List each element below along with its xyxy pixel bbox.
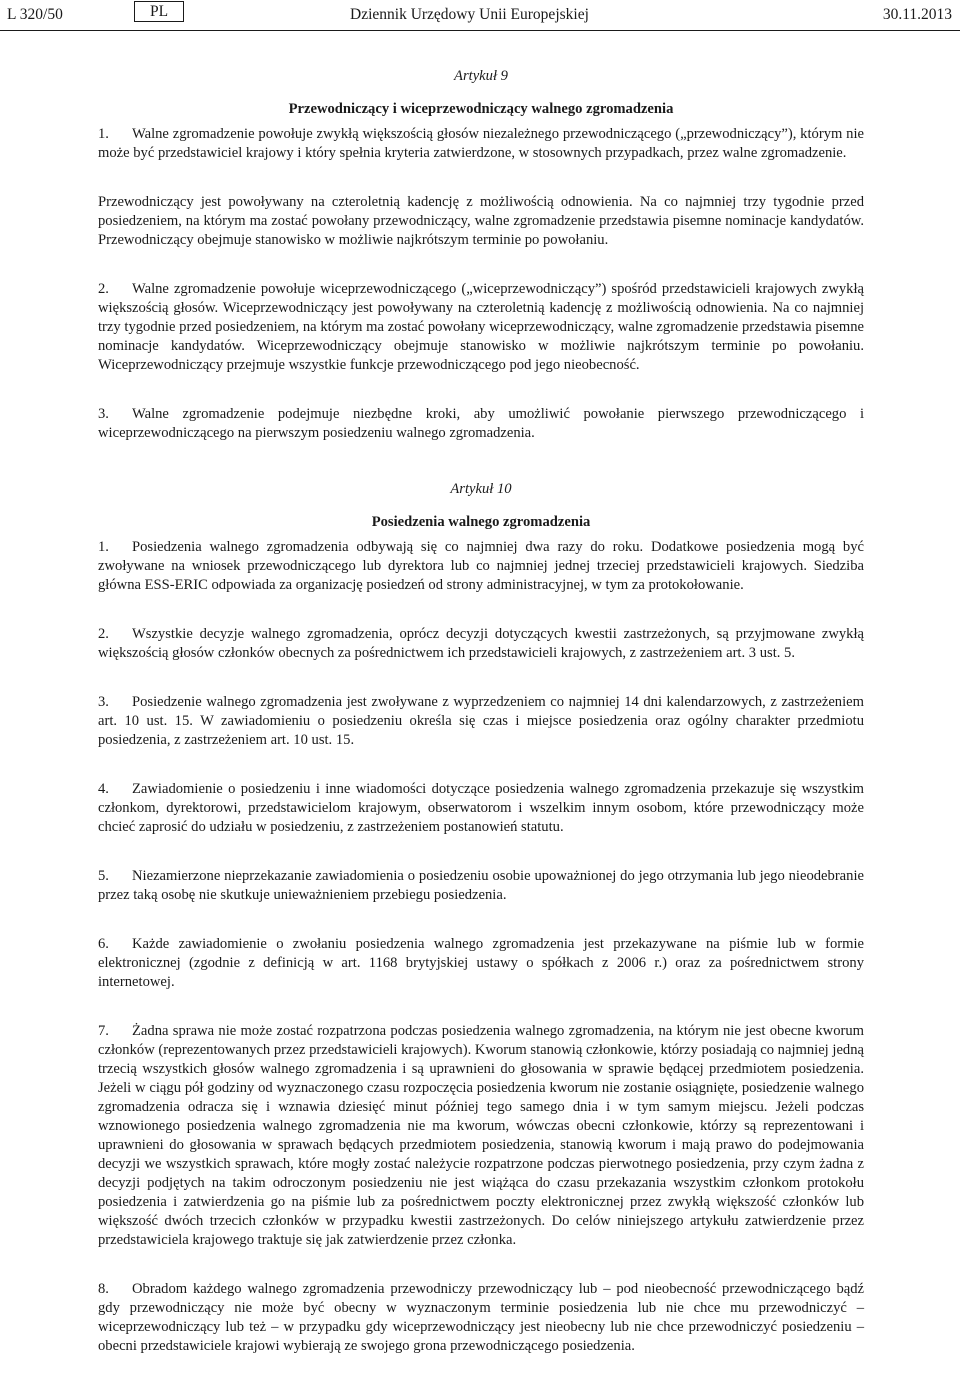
paragraph-text: Posiedzenie walnego zgromadzenia jest zwoływane z wyprzedzeniem co najmniej 14 dni kalendarzowych, z zastrzeżeniem art. 10 ust. 15. W zawiadomieniu o posiedzeniu określa się czas i miejsce posiedzenia oraz ogólny charakter przedmiotu posiedzenia, z zastrzeżeniem art. 10 ust. 15. — [98, 694, 864, 748]
journal-title: Dziennik Urzędowy Unii Europejskiej — [350, 6, 589, 23]
paragraph-number: 8. — [98, 1281, 109, 1297]
article-10-paragraph-7 — [98, 1022, 864, 1250]
paragraph-number: 5. — [98, 868, 109, 884]
article-10-paragraph-4 — [98, 780, 864, 837]
publication-date: 30.11.2013 — [882, 6, 952, 23]
paragraph-text: Niezamierzone nieprzekazanie zawiadomienia o posiedzeniu osobie upoważnionej do jego otrzymania lub jego nieodebranie przez taką osobę nie skutkuje unieważnieniem przebiegu posiedzenia. — [98, 868, 864, 903]
article-10-paragraph-6 — [98, 935, 864, 992]
language-code-box: PL — [134, 1, 184, 22]
paragraph-text: Wszystkie decyzje walnego zgromadzenia, oprócz decyzji dotyczących kwestii zastrzeżonych, są przyjmowane zwykłą większością głosów członków obecnych za pośrednictwem ich przedstawicieli krajowych, z zastrzeżeniem art. 3 ust. 5. — [98, 626, 864, 661]
article-10-paragraph-3 — [98, 693, 864, 750]
paragraph-text: Walne zgromadzenie podejmuje niezbędne kroki, aby umożliwić powołanie pierwszego przewodniczącego i wiceprzewodniczącego na pierwszym posiedzeniu walnego zgromadzenia. — [98, 406, 864, 441]
paragraph-text: Zawiadomienie o posiedzeniu i inne wiadomości dotyczące posiedzenia walnego zgromadzenia przekazuje się wszystkim członkom, dyrektorowi, przedstawicielom krajowym, obserwatorom i wszelkim innym osobom, które przewodniczący może chcieć zaprosić do udziału w posiedzeniu, z zastrzeżeniem postanowień statutu. — [98, 781, 864, 835]
paragraph-number: 1. — [98, 126, 109, 142]
article-9-paragraph-1 — [98, 125, 864, 163]
paragraph-number: 2. — [98, 281, 109, 297]
article-9-paragraph-2 — [98, 280, 864, 375]
paragraph-number: 7. — [98, 1023, 109, 1039]
paragraph-text: Walne zgromadzenie powołuje wiceprzewodniczącego („wiceprzewodniczący”) spośród przedstawicieli krajowych zwykłą większością głosów. Wiceprzewodniczący jest powoływany na czteroletnią kadencję z możliwością odnowienia. Na co najmniej trzy tygodnie przed posiedzeniem, na którym ma zostać powołany wiceprzewodniczący, walne zgromadzenie przedstawia pisemne nominacje kandydatów. Wiceprzewodniczący obejmuje stanowisko w możliwie najkrótszym terminie po powołaniu. Wiceprzewodniczący przejmuje wszystkie funkcje przewodniczącego pod jego nieobecność. — [98, 281, 864, 373]
running-header — [0, 0, 960, 34]
article-9-paragraph-3 — [98, 405, 864, 443]
paragraph-number: 3. — [98, 694, 109, 710]
paragraph-number: 6. — [98, 936, 109, 952]
page-reference: L 320/50 — [7, 6, 63, 23]
header-divider — [0, 30, 960, 31]
article-10-title: Posiedzenia walnego zgromadzenia — [371, 514, 591, 530]
paragraph-number: 4. — [98, 781, 109, 797]
paragraph-text: Posiedzenia walnego zgromadzenia odbywają się co najmniej dwa razy do roku. Dodatkowe posiedzenia mogą być zwoływane na wniosek przewodniczącego lub dyrektora lub co najmniej jednej trzeciej przedstawicieli krajowych. Siedziba główna ESS-ERIC odpowiada za organizację posiedzeń od strony administracyjnej, w tym za protokołowanie. — [98, 539, 864, 593]
paragraph-text: Każde zawiadomienie o zwołaniu posiedzenia walnego zgromadzenia jest przekazywane na piśmie lub w formie elektronicznej (zgodnie z definicją w art. 1168 brytyjskiej ustawy o spółkach z 2006 r.) oraz za pośrednictwem strony internetowej. — [98, 936, 864, 990]
paragraph-text: Obradom każdego walnego zgromadzenia przewodniczy przewodniczący lub – pod nieobecność przewodniczącego bądź gdy przewodniczący nie może być obecny w wyznaczonym terminie posiedzenia lub nie chce mu przewodniczyć – wiceprzewodniczący lub też – w przypadku gdy wiceprzewodniczący jest nieobecny lub nie chce przewodniczyć posiedzeniu – obecni przedstawiciele krajowi wybierają ze swojego grona przewodniczącego posiedzenia. — [98, 1281, 864, 1354]
paragraph-number: 1. — [98, 539, 109, 555]
article-10-paragraph-5 — [98, 867, 864, 905]
paragraph-number: 2. — [98, 626, 109, 642]
paragraph-text: Żadna sprawa nie może zostać rozpatrzona podczas posiedzenia walnego zgromadzenia, na którym nie jest obecne kworum członków (reprezentowanych przez przedstawicieli krajowych). Kworum stanowią członkowie, którzy posiadają co najmniej jedną trzecią wszystkich głosów walnego zgromadzenia i są uprawnieni do głosowania w sprawie będącej przedmiotem posiedzenia. Jeżeli w ciągu pół godziny od wyznaczonego czasu rozpoczęcia posiedzenia kworum nie zostanie osiągnięte, posiedzenie walnego zgromadzenia odracza się i wznawia dziesięć minut później tego samego dnia i w tym samym miejscu. Jeżeli podczas wznowionego posiedzenia walnego zgromadzenia nie ma kworum, wówczas obecni członkowie, którzy są reprezentowani i uprawnieni do głosowania w sprawach będących przedmiotem posiedzenia, stanowią kworum i mają prawo do podejmowania decyzji we wszystkich sprawach, które mogły zostać należycie rozpatrzone podczas pierwotnego posiedzenia, przy czym żadna z decyzji podjętych na takim odroczonym posiedzeniu nie jest wiążąca do czasu przekazania wszystkim członkom protokołu posiedzenia i zatwierdzenia go na piśmie lub za pośrednictwem poczty elektronicznej przez zwykłą większość członków lub większość dwóch trzecich członków w przypadku kwestii zastrzeżonych. Do celów niniejszego artykułu zatwierdzenie przez przedstawiciela krajowego traktuje się jak zatwierdzenie przez członka. — [98, 1023, 864, 1248]
article-9-title: Przewodniczący i wiceprzewodniczący walnego zgromadzenia — [288, 101, 674, 117]
article-10-label: Artykuł 10 — [450, 481, 512, 497]
article-10-paragraph-1 — [98, 538, 864, 595]
paragraph-number: 3. — [98, 406, 109, 422]
article-10-paragraph-2 — [98, 625, 864, 663]
article-9-label: Artykuł 9 — [454, 68, 508, 84]
article-10-paragraph-8 — [98, 1280, 864, 1356]
paragraph-text: Walne zgromadzenie powołuje zwykłą większością głosów niezależnego przewodniczącego („przewodniczący”), którym nie może być przedstawiciel krajowy i który spełnia kryteria zatwierdzone, w stosownych przypadkach, przez walne zgromadzenie. — [98, 126, 864, 161]
article-9-paragraph-1-continued: Przewodniczący jest powoływany na czteroletnią kadencję z możliwością odnowienia. Na co najmniej trzy tygodnie przed posiedzeniem, na którym ma zostać powołany przewodniczący, walne zgromadzenie przedstawia pisemne nominacje kandydatów. Przewodniczący obejmuje stanowisko w możliwie najkrótszym terminie po powołaniu. — [98, 194, 864, 248]
document-body — [98, 60, 864, 1356]
